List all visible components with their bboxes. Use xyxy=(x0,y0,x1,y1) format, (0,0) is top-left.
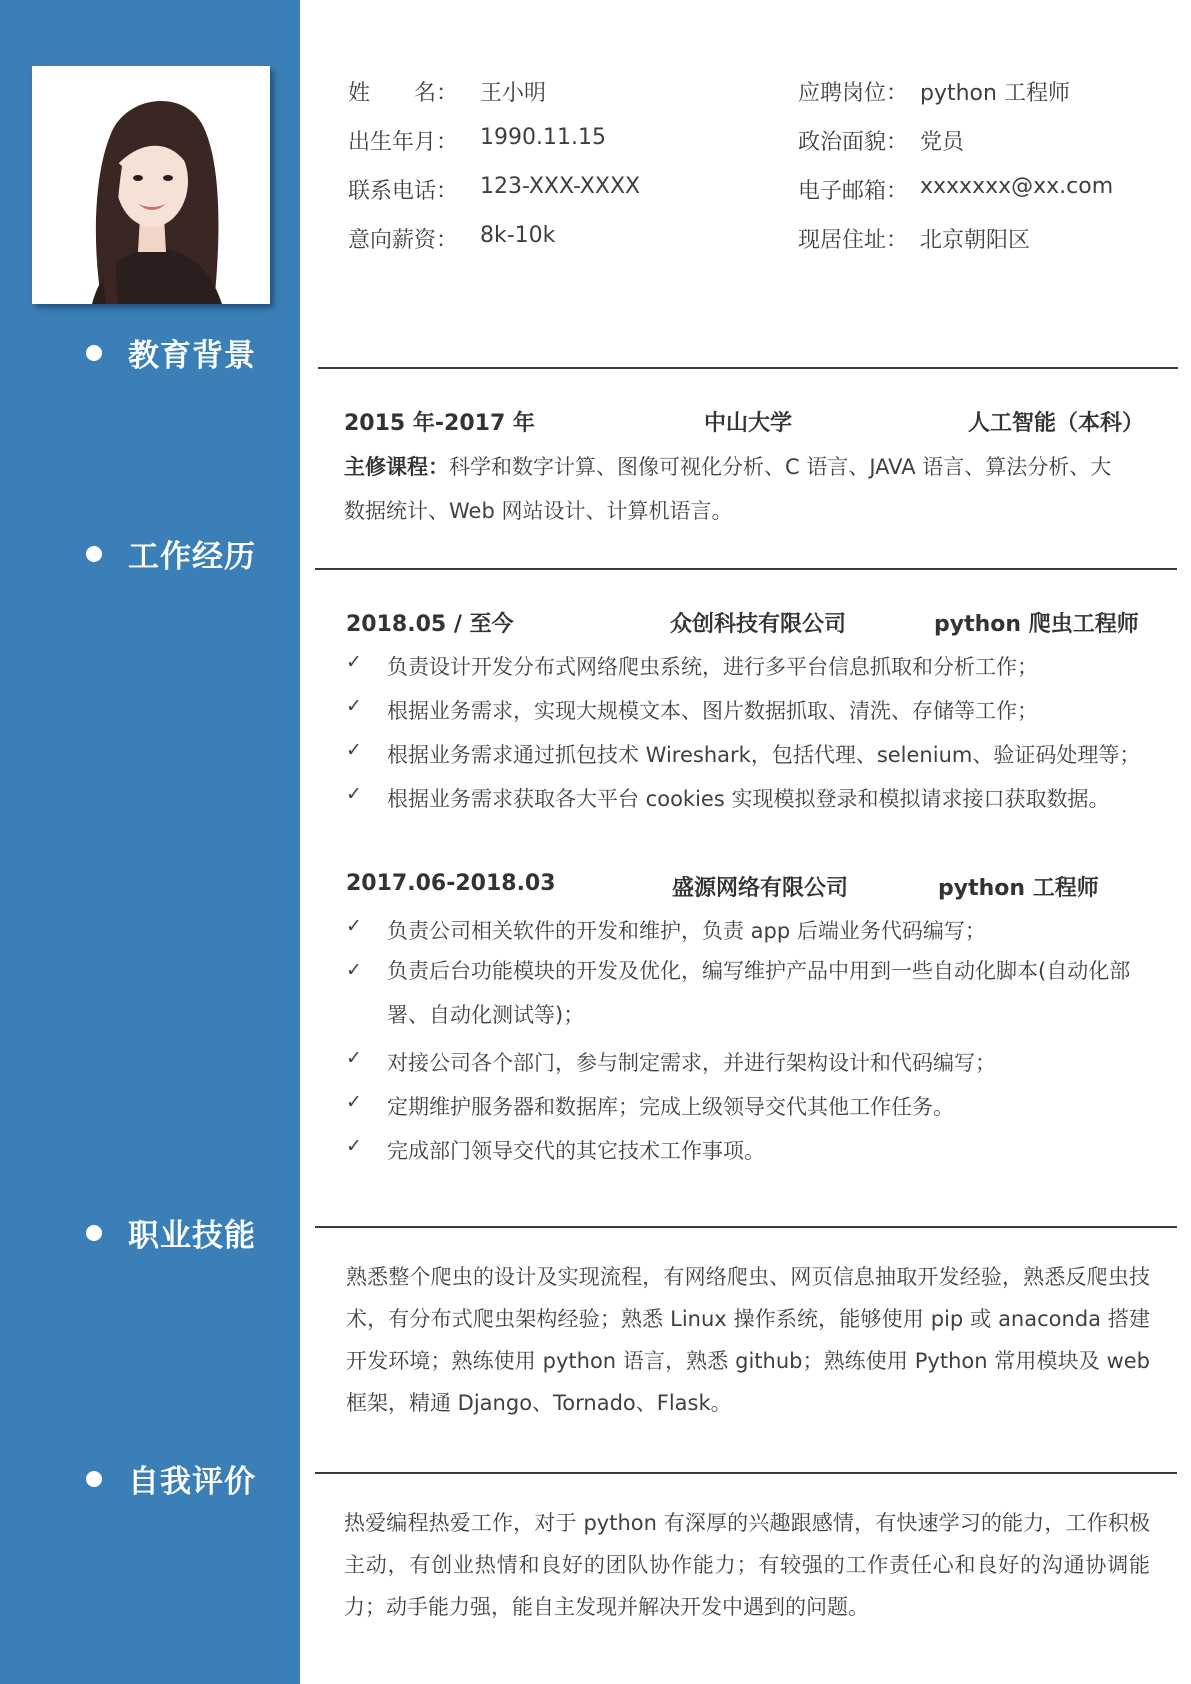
job-company: 盛源网络有限公司 xyxy=(672,876,849,901)
info-value: 1990.11.15 xyxy=(480,125,606,150)
skills-text: 熟悉整个爬虫的设计及实现流程，有网络爬虫、网页信息抽取开发经验，熟悉反爬虫技术，有分布式爬虫架构经验；熟悉 Linux 操作系统，能够使用 pip 或 anaconda 搭建开发环境；熟练使用 python 语言，熟悉 github；熟练使用 Python 常用模块及 web 框架，精通 Django、Tornado、Flask。 xyxy=(346,1265,1150,1415)
job-position: python 爬虫工程师 xyxy=(934,612,1139,637)
section-heading-skills xyxy=(86,1210,256,1255)
courses-text: 科学和数字计算、图像可视化分析、C 语言、JAVA 语言、算法分析、大 xyxy=(449,455,1112,479)
duty-text: 根据业务需求获取各大平台 cookies 实现模拟登录和模拟请求接口获取数据。 xyxy=(387,787,1110,811)
info-value: 123-XXX-XXXX xyxy=(480,174,641,199)
job-position: python 工程师 xyxy=(938,876,1099,901)
info-value: 王小明 xyxy=(480,81,547,106)
info-label: 电子邮箱： xyxy=(798,179,909,204)
info-value: 北京朝阳区 xyxy=(920,228,1031,253)
check-icon: ✓ xyxy=(346,959,362,981)
portrait-image xyxy=(32,66,270,304)
profile-photo xyxy=(32,66,270,304)
duty-text: 对接公司各个部门，参与制定需求，并进行架构设计和代码编写； xyxy=(387,1051,996,1075)
duty-text: 负责公司相关软件的开发和维护，负责 app 后端业务代码编写； xyxy=(387,919,986,943)
courses-line-1 xyxy=(344,451,1111,481)
job-period: 2018.05 / 至今 xyxy=(346,612,514,637)
courses-label: 主修课程： xyxy=(344,455,449,479)
education-major: 人工智能（本科） xyxy=(968,411,1145,436)
duty-text: 完成部门领导交代的其它技术工作事项。 xyxy=(387,1139,765,1163)
check-icon: ✓ xyxy=(346,1091,362,1113)
duty-text: 根据业务需求，实现大规模文本、图片数据抓取、清洗、存储等工作； xyxy=(387,699,1038,723)
check-icon: ✓ xyxy=(346,651,362,673)
bullet-dot-icon xyxy=(86,1225,102,1241)
section-heading-self-evaluation xyxy=(86,1456,256,1501)
info-label: 出生年月： xyxy=(348,130,459,155)
self-evaluation-text: 热爱编程热爱工作，对于 python 有深厚的兴趣跟感情，有快速学习的能力，工作积极主动，有创业热情和良好的团队协作能力；有较强的工作责任心和良好的沟通协调能力；动手能力强，能自主发现并解决开发中遇到的问题。 xyxy=(344,1511,1150,1619)
section-heading-label: 教育背景 xyxy=(128,338,256,374)
check-icon: ✓ xyxy=(346,1047,362,1069)
check-icon: ✓ xyxy=(346,783,362,805)
info-value: 8k-10k xyxy=(480,223,556,248)
sidebar xyxy=(0,0,300,1684)
section-heading-label: 自我评价 xyxy=(128,1464,256,1500)
info-value: python 工程师 xyxy=(920,81,1070,106)
info-value: xxxxxxx@xx.com xyxy=(920,174,1114,199)
bullet-dot-icon xyxy=(86,1471,102,1487)
section-heading-work xyxy=(86,531,256,576)
section-heading-label: 工作经历 xyxy=(128,539,256,575)
check-icon: ✓ xyxy=(346,1135,362,1157)
education-period: 2015 年-2017 年 xyxy=(344,411,535,436)
info-label: 姓 名： xyxy=(348,81,459,106)
check-icon: ✓ xyxy=(346,915,362,937)
duty-text: 根据业务需求通过抓包技术 Wireshark，包括代理、selenium、验证码处理等； xyxy=(387,743,1141,767)
section-heading-education xyxy=(86,330,256,375)
section-divider xyxy=(315,1472,1177,1474)
job-period: 2017.06-2018.03 xyxy=(346,871,556,896)
info-label: 政治面貌： xyxy=(798,130,909,155)
info-label: 应聘岗位： xyxy=(798,81,909,106)
duty-text: 负责设计开发分布式网络爬虫系统，进行多平台信息抓取和分析工作； xyxy=(387,655,1038,679)
info-label: 现居住址： xyxy=(798,228,909,253)
education-school: 中山大学 xyxy=(704,411,793,436)
duty-text: 负责后台功能模块的开发及优化，编写维护产品中用到一些自动化脚本(自动化部署、自动化测试等)； xyxy=(387,959,1131,1027)
section-divider xyxy=(315,568,1177,570)
check-icon: ✓ xyxy=(346,695,362,717)
info-label: 意向薪资： xyxy=(348,228,459,253)
bullet-dot-icon xyxy=(86,546,102,562)
section-divider xyxy=(315,1226,1177,1228)
check-icon: ✓ xyxy=(346,739,362,761)
info-label: 联系电话： xyxy=(348,179,459,204)
section-divider xyxy=(318,367,1178,369)
bullet-dot-icon xyxy=(86,345,102,361)
job-company: 众创科技有限公司 xyxy=(670,612,847,637)
info-value: 党员 xyxy=(920,130,965,155)
section-heading-label: 职业技能 xyxy=(128,1218,256,1254)
courses-line-2: 数据统计、Web 网站设计、计算机语言。 xyxy=(344,499,733,523)
duty-text: 定期维护服务器和数据库；完成上级领导交代其他工作任务。 xyxy=(387,1095,954,1119)
